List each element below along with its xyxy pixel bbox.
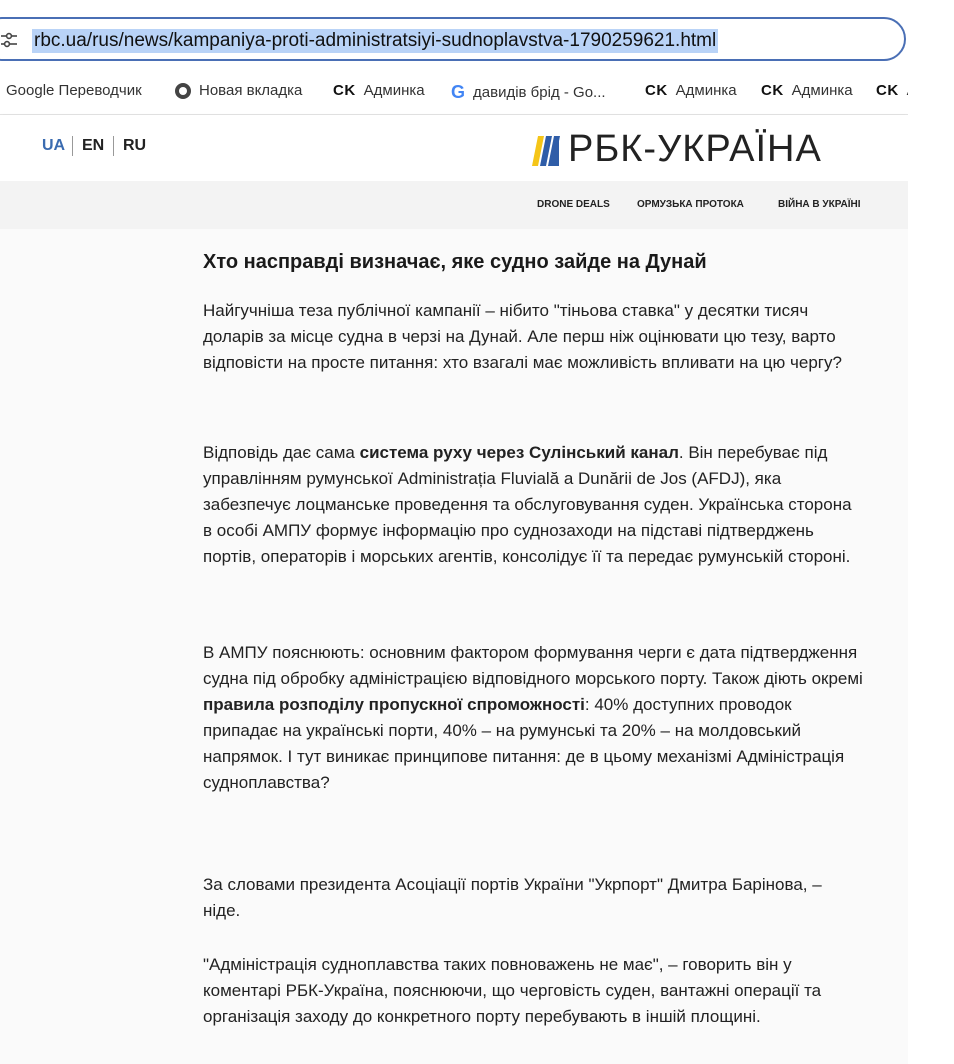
nav-hormuz-strait[interactable]: ОРМУЗЬКА ПРОТОКА bbox=[637, 199, 744, 210]
site-logo-text[interactable]: РБК-УКРАЇНА bbox=[568, 128, 822, 170]
bookmark-label: Новая вкладка bbox=[199, 82, 303, 99]
ck-icon: CK bbox=[333, 82, 356, 99]
topic-nav bbox=[0, 181, 908, 229]
bookmark-admin-1[interactable] bbox=[333, 82, 425, 99]
bookmark-davydiv-brid[interactable] bbox=[451, 82, 606, 103]
ck-icon: CK bbox=[876, 82, 899, 99]
bold-text: система руху через Сулінський канал bbox=[359, 443, 679, 462]
text-run: : 40% доступних проводок припадає на українські порти, 40% – на румунські та 20% – на молдовський напрямок. І тут виникає принципове питання: де в цьому механізмі Адміністрація судноплавства? bbox=[203, 695, 845, 792]
chrome-icon bbox=[175, 83, 191, 99]
article-paragraph-5 bbox=[203, 952, 863, 1030]
article-paragraph-3 bbox=[203, 640, 863, 796]
text-run: . Він перебуває під управлінням румунської Administrația Fluvială a Dunării de Jos (AFDJ), яка забезпечує лоцманське проведення та обслуговування суден. Українська сторона в особі АМПУ формує інформацію про суднозаходи на підставі підтверджень портів, операторів і морських агентів, консолідує її та передає румунській стороні. bbox=[203, 443, 852, 566]
window-edge bbox=[908, 0, 954, 1064]
bookmark-label: давидів брід - Go... bbox=[473, 84, 606, 101]
bookmark-label: Админка bbox=[791, 82, 853, 99]
site-settings-icon[interactable] bbox=[0, 31, 18, 49]
article-paragraph-1 bbox=[203, 298, 863, 376]
text-run: В АМПУ пояснюють: основним фактором формування черги є дата підтвердження судна під обробку адміністрацією відповідного морського порту. Також діють окремі bbox=[203, 643, 863, 688]
bookmark-label: Google Переводчик bbox=[6, 82, 142, 99]
lang-ru-link[interactable]: RU bbox=[123, 137, 147, 154]
ck-icon: CK bbox=[645, 82, 668, 99]
bold-text: правила розподілу пропускної спроможності bbox=[203, 695, 585, 714]
google-g-icon: G bbox=[451, 82, 466, 102]
paragraph-text bbox=[203, 640, 863, 796]
bookmarks-bar bbox=[0, 70, 910, 115]
lang-divider bbox=[113, 136, 114, 156]
bookmark-admin-2[interactable] bbox=[645, 82, 737, 99]
article-subheading: Хто насправді визначає, яке судно зайде на Дунай bbox=[203, 251, 707, 273]
paragraph-text: Найгучніша теза публічної кампанії – нібито "тіньова ставка" у десятки тисяч доларів за місце судна в черзі на Дунай. Але перш ніж оцінювати цю тезу, варто відповісти на просте питання: хто взагалі має можливість впливати на цю чергу? bbox=[203, 301, 842, 372]
article-paragraph-2 bbox=[203, 440, 863, 570]
paragraph-text: "Адміністрація судноплавства таких повноважень не має", – говорить він у коментарі РБК-Україна, пояснюючи, що черговість суден, вантажні операції та організація заходу до конкретного порту перебувають в іншій площині. bbox=[203, 955, 822, 1026]
lang-en-link[interactable]: EN bbox=[82, 137, 105, 154]
ck-icon: CK bbox=[761, 82, 784, 99]
bookmark-label: Админка bbox=[675, 82, 737, 99]
url-text[interactable]: rbc.ua/rus/news/kampaniya-proti-administratsiyi-sudnoplavstva-1790259621.html bbox=[34, 30, 717, 51]
bookmark-label: Админка bbox=[363, 82, 425, 99]
article-paragraph-4 bbox=[203, 872, 863, 924]
paragraph-text: За словами президента Асоціації портів України "Укрпорт" Дмитра Барінова, – ніде. bbox=[203, 875, 822, 920]
rbk-logo-icon[interactable] bbox=[530, 136, 560, 166]
lang-ua-link[interactable]: UA bbox=[42, 137, 66, 154]
bookmark-new-tab[interactable] bbox=[175, 82, 302, 99]
nav-drone-deals[interactable]: DRONE DEALS bbox=[537, 199, 610, 210]
nav-war-in-ukraine[interactable]: ВІЙНА В УКРАЇНІ bbox=[778, 199, 861, 210]
text-run: Відповідь дає сама bbox=[203, 443, 360, 462]
paragraph-text bbox=[203, 440, 863, 570]
bookmark-google-translate[interactable] bbox=[6, 82, 142, 99]
lang-divider bbox=[72, 136, 73, 156]
bookmark-admin-3[interactable] bbox=[761, 82, 853, 99]
